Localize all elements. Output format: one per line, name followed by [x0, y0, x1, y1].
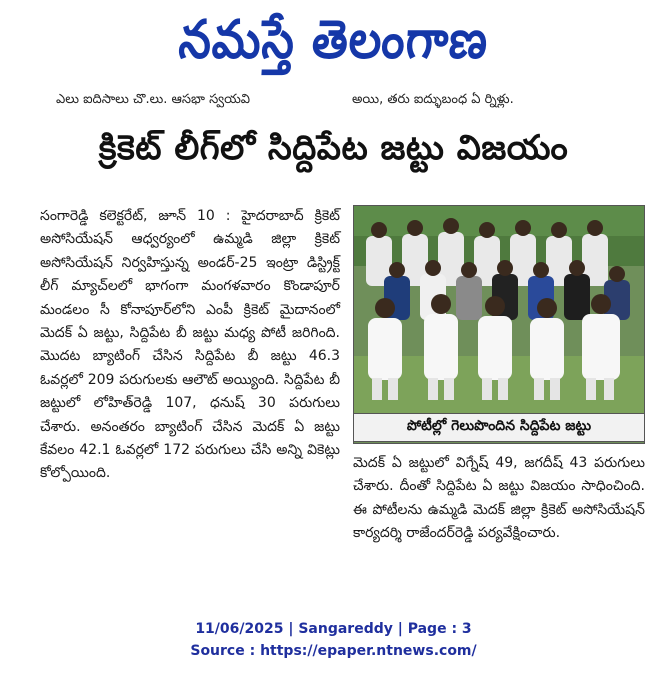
- article-body-right-column: మెదక్ ఏ జట్టులో విగ్నేష్ 49, జగదీష్ 43 పరుగులు చేశారు. దీంతో సిద్దిపేట ఏ జట్టు విజయం సాధించింది. ఈ పోటీలను ఉమ్మడి మెదక్ జిల్లా క్రికెట్ అసోసియేషన్ కార్యదర్శి రాజేందర్‌రెడ్డి పర్యవేక్షించారు.: [353, 455, 645, 542]
- article-body-left-column: సంగారెడ్డి కలెక్టరేట్, జూన్ 10 : హైదరాబాద్ క్రికెట్ అసోసియేషన్ ఆధ్వర్యంలో ఉమ్మడి జిల్లా క్రికెట్ అసోసియేషన్ నిర్వహిస్తున్న అండర్-25 ఇంట్రా డిస్ట్రిక్ట్ లీగ్ మ్యాచ్‌లలో భాగంగా మంగళవారం కొండాపూర్ మండలం సీ కోనాపూర్‌లోని ఎంపీ క్రికెట్ మైదానంలో మెదక్ ఏ జట్టు, సిద్దిపేట బీ జట్టు మధ్య పోటీ జరిగింది. మొదట బ్యాటింగ్ చేసిన సిద్దిపేట బీ జట్టు 46.3 ఓవర్లలో 209 పరుగులకు ఆలౌట్ అయ్యింది. సిద్దిపేట బీ జట్టులో లోహిత్‌రెడ్డి 107, ధనుష్ 30 పరుగులు చేశారు. అనంతరం బ్యాటింగ్ చేసిన మెదక్ ఏ జట్టు కేవలం 42.1 ఓవర్లలో 172 పరుగులు చేసి అన్ని వికెట్లు కోల్పోయింది.: [40, 208, 340, 482]
- clipped-text-left: ఎలు ఐదిసాలు చొ.లు. ఆసభా స్వయవి: [56, 92, 251, 107]
- photo-caption: పోటీల్లో గెలుపొందిన సిద్దిపేట జట్టు: [353, 413, 645, 442]
- article-headline: క్రికెట్ లీగ్‌లో సిద్దిపేట జట్టు విజయం: [98, 128, 569, 168]
- newspaper-logo: నమస్తే తెలంగాణ: [176, 7, 491, 71]
- source-link[interactable]: Source : https://epaper.ntnews.com/: [190, 643, 477, 659]
- masthead: [0, 0, 667, 78]
- team-photo-illustration: [354, 206, 644, 414]
- edition-info: 11/06/2025 | Sangareddy | Page : 3: [195, 621, 472, 637]
- clipped-text-right: అయి, తరు ఐద్ళుబంధ ఏ ర్నిళ్లు.: [352, 92, 514, 107]
- page-footer: [0, 618, 667, 662]
- clipped-previous-article-line: [0, 86, 667, 108]
- team-photo: [353, 205, 645, 444]
